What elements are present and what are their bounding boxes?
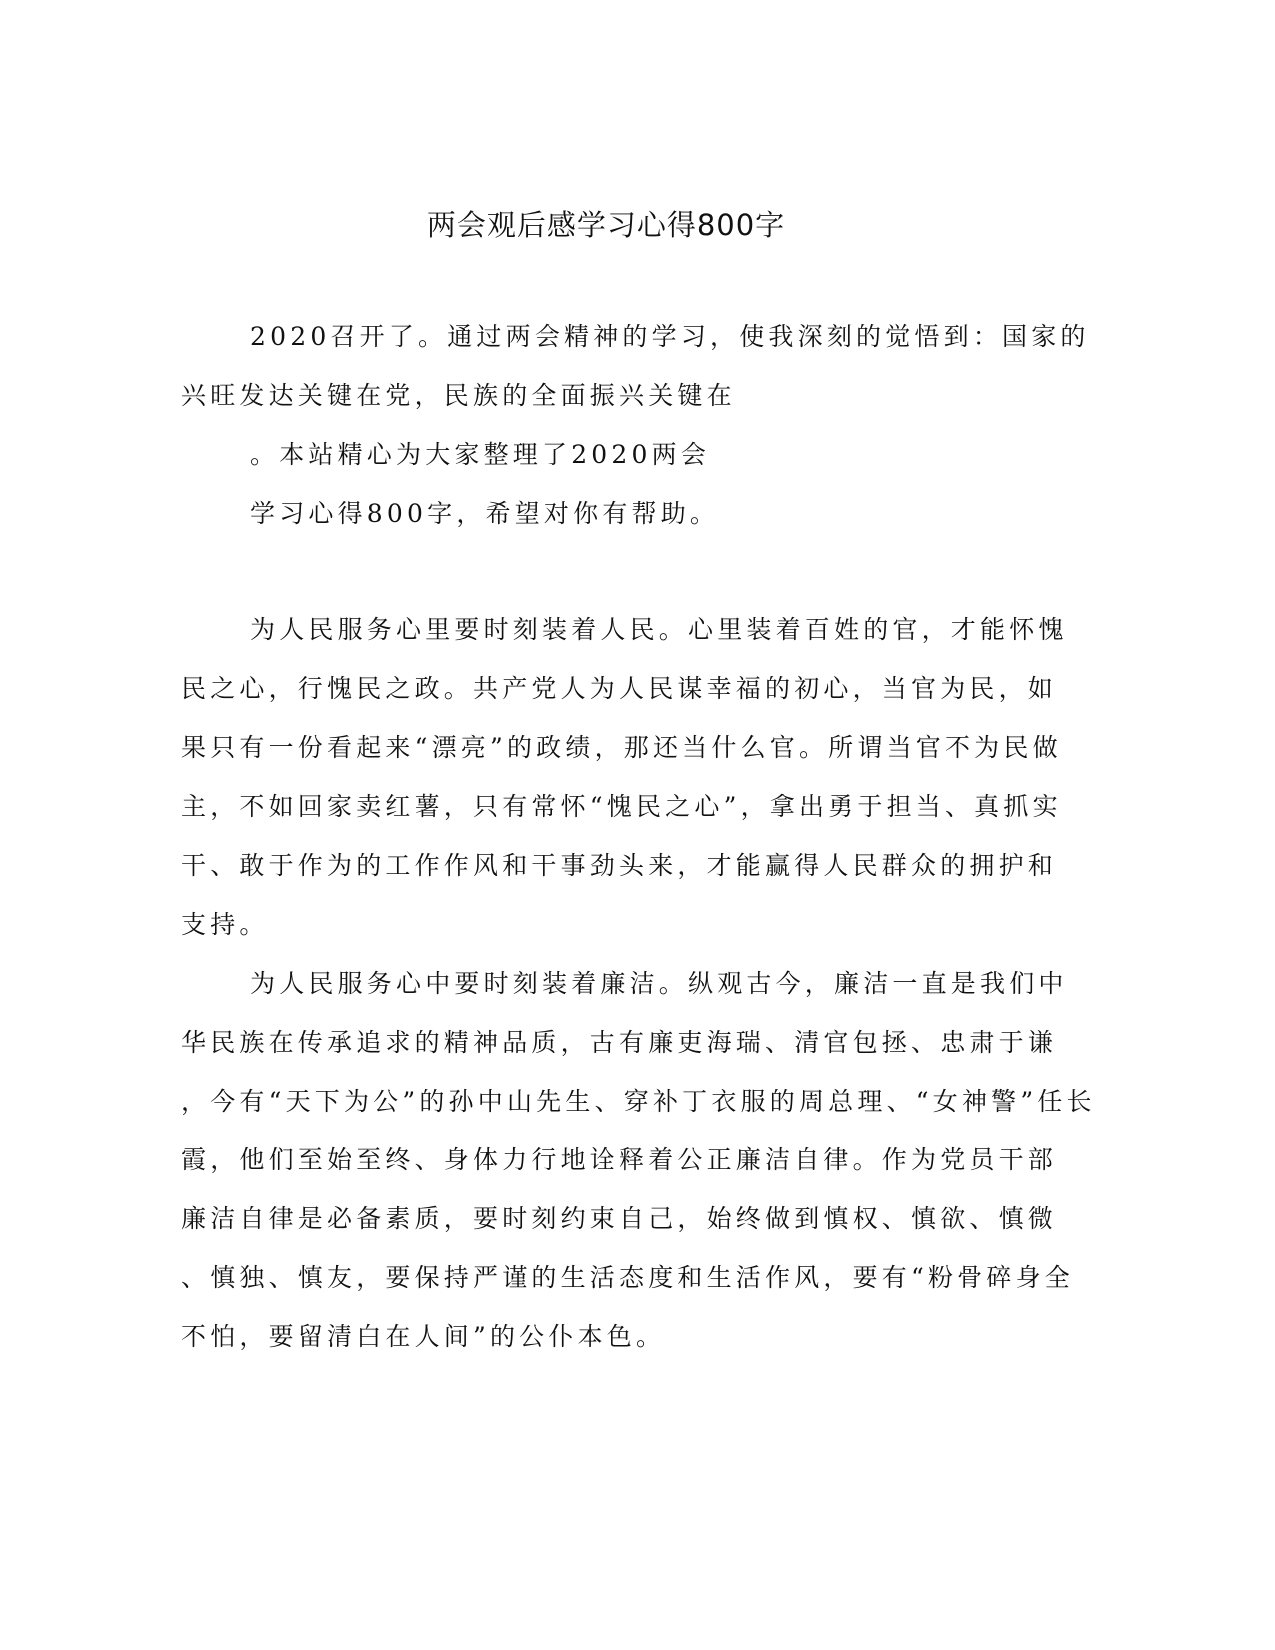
paragraph-line: 为人民服务心里要时刻装着人民。心里装着百姓的官，才能怀愧 xyxy=(250,615,1068,644)
paragraph-line: 主，不如回家卖红薯，只有常怀“愧民之心”，拿出勇于担当、真抓实 xyxy=(181,792,1062,821)
paragraph-line: 果只有一份看起来“漂亮”的政绩，那还当什么官。所谓当官不为民做 xyxy=(181,733,1062,762)
paragraph-line: 不怕，要留清白在人间”的公仆本色。 xyxy=(181,1322,666,1351)
paragraph-line: 为人民服务心中要时刻装着廉洁。纵观古今，廉洁一直是我们中 xyxy=(250,969,1068,998)
paragraph-line: 廉洁自律是必备素质，要时刻约束自己，始终做到慎权、慎欲、慎微 xyxy=(181,1204,1058,1233)
paragraph-line: ，今有“天下为公”的孙中山先生、穿补丁衣服的周总理、“女神警”任长 xyxy=(181,1087,1096,1116)
paragraph-line: 民之心，行愧民之政。共产党人为人民谋幸福的初心，当官为民，如 xyxy=(181,674,1058,703)
intro-line: 。本站精心为大家整理了2020两会 xyxy=(250,440,711,469)
paragraph-line: 干、敢于作为的工作作风和干事劲头来，才能赢得人民群众的拥护和 xyxy=(181,851,1058,880)
intro-line: 学习心得800字，希望对你有帮助。 xyxy=(250,499,720,528)
paragraph-line: 支持。 xyxy=(181,910,269,939)
paragraph-line: 华民族在传承追求的精神品质，古有廉吏海瑞、清官包拯、忠肃于谦 xyxy=(181,1028,1058,1057)
intro-line: 2020召开了。通过两会精神的学习，使我深刻的觉悟到：国家的 xyxy=(250,322,1090,351)
document-title: 两会观后感学习心得800字 xyxy=(426,208,786,242)
intro-line: 兴旺发达关键在党，民族的全面振兴关键在 xyxy=(181,381,736,410)
paragraph-line: 霞，他们至始至终、身体力行地诠释着公正廉洁自律。作为党员干部 xyxy=(181,1145,1058,1174)
paragraph-line: 、慎独、慎友，要保持严谨的生活态度和生活作风，要有“粉骨碎身全 xyxy=(181,1263,1074,1292)
